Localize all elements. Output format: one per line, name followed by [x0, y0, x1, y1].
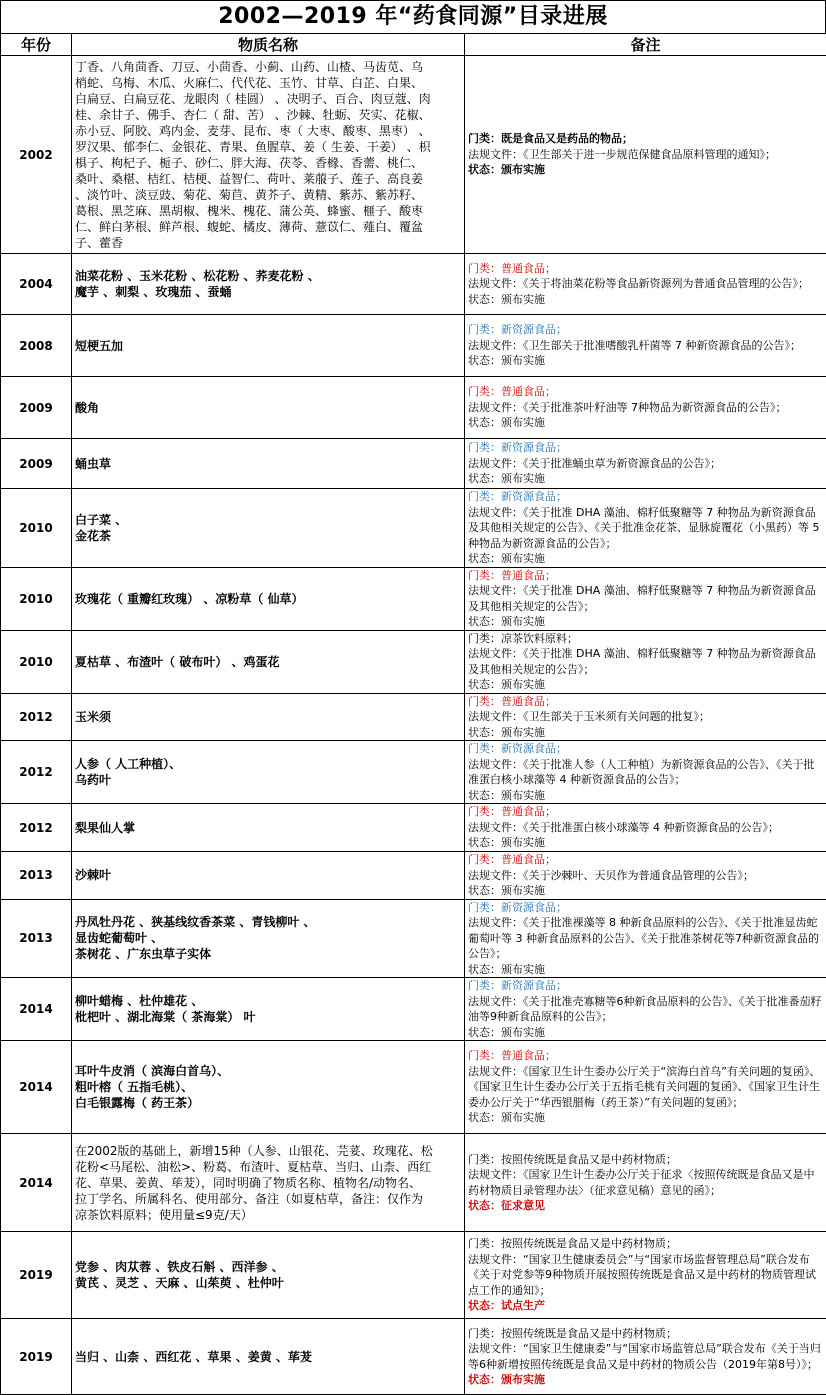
table-body [1, 56, 826, 1395]
category-line: 门类：普通食品； [468, 804, 823, 820]
substance-name-cell [72, 693, 465, 741]
year-cell: 2009 [1, 439, 72, 489]
remark-cell [465, 567, 826, 630]
substance-name-line: 花粉<马尾松、油松>、粉葛、布渣叶、夏枯草、当归、山柰、西红 [75, 1159, 461, 1175]
substance-name-line: 枇杷叶 、湖北海棠（ 茶海棠） 叶 [75, 1009, 461, 1025]
remark-cell [465, 1041, 826, 1134]
table-row [1, 1134, 826, 1232]
year-cell: 2013 [1, 899, 72, 978]
category-line: 门类：普通食品； [468, 852, 823, 868]
regulation-line: 法规文件：《关于批准 DHA 藻油、棉籽低聚糖等 7 种物品为新资源食品及其他相关规定的公告》； [468, 583, 823, 614]
table-row [1, 741, 826, 804]
category-line: 门类：新资源食品； [468, 440, 823, 456]
substance-name-cell [72, 741, 465, 804]
status-line: 状态：颁布实施 [468, 883, 823, 899]
table-row [1, 804, 826, 852]
category-line: 门类：凉茶饮料原料； [468, 631, 823, 647]
category-line: 门类：普通食品； [468, 568, 823, 584]
substance-name-line: 酸角 [75, 400, 461, 416]
regulation-line: 法规文件：《关于批准蛋白核小球藻等 4 种新资源食品的公告》； [468, 820, 823, 836]
year-cell: 2012 [1, 804, 72, 852]
category-line: 门类：普通食品； [468, 694, 823, 710]
category-line: 门类：新资源食品； [468, 322, 823, 338]
substance-name-line: 油菜花粉 、玉米花粉 、松花粉 、荞麦花粉 、 [75, 268, 461, 284]
substance-name-line: 丁香、八角茴香、刀豆、小茴香、小蓟、山药、山楂、马齿苋、乌 [75, 59, 461, 75]
remark-cell [465, 1319, 826, 1395]
substance-name-line: 拉丁学名、所属科名、使用部分、备注（如夏枯草，备注：仅作为 [75, 1191, 461, 1207]
year-cell: 2014 [1, 1134, 72, 1232]
table-row [1, 630, 826, 693]
year-cell: 2010 [1, 567, 72, 630]
table-row [1, 56, 826, 254]
substance-name-line: 桑叶、桑椹、桔红、桔梗、益智仁、荷叶、莱菔子、莲子、高良姜 [75, 171, 461, 187]
substance-name-cell [72, 630, 465, 693]
status-line: 状态：试点生产 [468, 1298, 823, 1314]
regulation-line: 法规文件：《关于将油菜花粉等食品新资源列为普通食品管理的公告》； [468, 276, 823, 292]
substance-name-line: 魔芋 、刺梨 、玫瑰茄 、蚕蛹 [75, 284, 461, 300]
status-line: 状态：颁布实施 [468, 551, 823, 567]
status-line: 状态：颁布实施 [468, 788, 823, 804]
substance-name-line: 仁、鲜白茅根、鲜芦根、蝮蛇、橘皮、薄荷、薏苡仁、薤白、覆盆 [75, 219, 461, 235]
header-year: 年份 [1, 34, 72, 56]
substance-name-line: 黄芪 、灵芝 、天麻 、山茱萸 、杜仲叶 [75, 1275, 461, 1291]
regulation-line: 法规文件：《关于批准壳寡糖等6种新食品原料的公告》、《关于批准番茄籽油等9种新食品原料的公告》； [468, 994, 823, 1025]
status-line: 状态：颁布实施 [468, 353, 823, 369]
substance-name-line: 玫瑰花（ 重瓣红玫瑰） 、凉粉草（ 仙草） [75, 591, 461, 607]
remark-cell [465, 741, 826, 804]
regulation-line: 法规文件：《卫生部关于进一步规范保健食品原料管理的通知》； [468, 147, 823, 163]
category-line: 门类：新资源食品； [468, 741, 823, 757]
substance-name-line: 葛根、黑芝麻、黑胡椒、槐米、槐花、蒲公英、蜂蜜、榧子、酸枣 [75, 203, 461, 219]
substance-name-line: 凉茶饮料原料；使用量≤9克/天） [75, 1207, 461, 1223]
remark-cell [465, 254, 826, 315]
substance-name-cell [72, 899, 465, 978]
remark-cell [465, 1134, 826, 1232]
table-row [1, 567, 826, 630]
substance-name-line: 沙棘叶 [75, 867, 461, 883]
remark-cell [465, 315, 826, 377]
substance-name-cell [72, 1232, 465, 1319]
year-cell: 2010 [1, 489, 72, 568]
table-row [1, 852, 826, 900]
table-row [1, 1232, 826, 1319]
regulation-line: 法规文件：《关于沙棘叶、天贝作为普通食品管理的公告》； [468, 868, 823, 884]
status-line: 状态：颁布实施 [468, 677, 823, 693]
regulation-line: 法规文件：《关于批准 DHA 藻油、棉籽低聚糖等 7 种物品为新资源食品及其他相关规定的公告》、《关于批准金花茶、显脉旋覆花（小黑药）等 5 种物品为新资源食品的公告》； [468, 505, 823, 552]
status-line: 状态：颁布实施 [468, 1372, 823, 1388]
remark-cell [465, 630, 826, 693]
substance-name-line: 粗叶榕（ 五指毛桃）、 [75, 1079, 461, 1095]
table-row [1, 254, 826, 315]
category-line: 门类：新资源食品； [468, 900, 823, 916]
status-line: 状态：颁布实施 [468, 292, 823, 308]
substance-name-cell [72, 804, 465, 852]
regulation-line: 法规文件：《关于批准 DHA 藻油、棉籽低聚糖等 7 种物品为新资源食品及其他相关规定的公告》； [468, 646, 823, 677]
substance-name-line: 茶树花 、广东虫草子实体 [75, 946, 461, 962]
substance-name-cell [72, 1319, 465, 1395]
category-line: 门类：按照传统既是食品又是中药材物质； [468, 1326, 823, 1342]
regulation-line: 法规文件：《关于批准人参（人工种植）为新资源食品的公告》、《关于批准蛋白核小球藻等 4 种新资源食品的公告》； [468, 757, 823, 788]
substance-name-line: 人参（ 人工种植）、 [75, 756, 461, 772]
remark-cell [465, 1232, 826, 1319]
status-line: 状态：颁布实施 [468, 725, 823, 741]
substance-name-line: 当归 、山柰 、西红花 、草果 、姜黄 、荜茇 [75, 1349, 461, 1365]
table-row [1, 1319, 826, 1395]
category-line: 门类：按照传统既是食品又是中药材物质； [468, 1236, 823, 1252]
substance-name-line: 耳叶牛皮消（ 滨海白首乌）、 [75, 1063, 461, 1079]
substance-name-line: 花、草果、姜黄、荜茇），同时明确了物质名称、植物名/动物名、 [75, 1175, 461, 1191]
table-row [1, 377, 826, 439]
status-line: 状态：颁布实施 [468, 1110, 823, 1126]
table-row [1, 439, 826, 489]
year-cell: 2014 [1, 978, 72, 1041]
substance-name-cell [72, 254, 465, 315]
year-cell: 2012 [1, 741, 72, 804]
substance-name-line: 赤小豆、阿胶、鸡内金、麦芽、昆布、枣（ 大枣、酸枣、黑枣） 、 [75, 123, 461, 139]
substance-name-line: 白扁豆、白扁豆花、龙眼肉（ 桂圆） 、决明子、百合、肉豆蔻、肉 [75, 91, 461, 107]
substance-name-line: 在2002版的基础上，新增15种（人参、山银花、芫荽、玫瑰花、松 [75, 1143, 461, 1159]
substance-name-cell [72, 1041, 465, 1134]
year-cell: 2004 [1, 254, 72, 315]
year-cell: 2013 [1, 852, 72, 900]
substance-name-cell [72, 377, 465, 439]
regulation-line: 法规文件：《关于批准茶叶籽油等 7种物品为新资源食品的公告》； [468, 400, 823, 416]
status-line: 状态：颁布实施 [468, 471, 823, 487]
year-cell: 2010 [1, 630, 72, 693]
table-row [1, 899, 826, 978]
substance-name-line: 子、藿香 [75, 235, 461, 251]
category-line: 门类：按照传统既是食品又是中药材物质； [468, 1152, 823, 1168]
remark-cell [465, 489, 826, 568]
substance-name-cell [72, 489, 465, 568]
substance-name-line: 玉米须 [75, 709, 461, 725]
remark-cell [465, 693, 826, 741]
table-row [1, 978, 826, 1041]
substance-name-line: 梢蛇、乌梅、木瓜、火麻仁、代代花、玉竹、甘草、白芷、白果、 [75, 75, 461, 91]
remark-cell [465, 978, 826, 1041]
regulation-line: 法规文件：“国家卫生健康委”与“国家市场监管总局”联合发布《关于当归等6种新增按照传统既是食品又是中药材的物质公告（2019年第8号）》； [468, 1341, 823, 1372]
year-cell: 2019 [1, 1319, 72, 1395]
substance-name-line: 、淡竹叶、淡豆豉、菊花、菊苣、黄芥子、黄精、紫苏、紫苏籽、 [75, 187, 461, 203]
header-note: 备注 [465, 34, 826, 56]
category-line: 门类：既是食品又是药品的物品； [468, 131, 823, 147]
year-cell: 2002 [1, 56, 72, 254]
year-cell: 2009 [1, 377, 72, 439]
table-header-row [1, 34, 826, 56]
substance-name-line: 蛹虫草 [75, 456, 461, 472]
remark-cell [465, 804, 826, 852]
table-row [1, 489, 826, 568]
substance-name-line: 显齿蛇葡萄叶 、 [75, 930, 461, 946]
status-line: 状态：征求意见 [468, 1198, 823, 1214]
substance-name-cell [72, 56, 465, 254]
year-cell: 2008 [1, 315, 72, 377]
substance-name-line: 乌药叶 [75, 772, 461, 788]
year-cell: 2019 [1, 1232, 72, 1319]
substance-name-line: 夏枯草 、布渣叶（ 破布叶） 、鸡蛋花 [75, 654, 461, 670]
status-line: 状态：颁布实施 [468, 835, 823, 851]
regulation-line: 法规文件：《卫生部关于批准嗜酸乳杆菌等 7 种新资源食品的公告》； [468, 338, 823, 354]
status-line: 状态：颁布实施 [468, 415, 823, 431]
status-line: 状态：颁布实施 [468, 962, 823, 978]
regulation-line: 法规文件：“国家卫生健康委员会”与“国家市场监督管理总局”联合发布《关于对党参等9种物质开展按照传统既是食品又是中药材的物质管理试点工作的通知》； [468, 1252, 823, 1299]
remark-cell [465, 439, 826, 489]
category-line: 门类：新资源食品； [468, 978, 823, 994]
regulation-line: 法规文件：《国家卫生计生委办公厅关于“滨海白首乌”有关问题的复函》、《国家卫生计生委办公厅关于五指毛桃有关问题的复函》、《国家卫生计生委办公厅关于“华西银腊梅（药王茶）”有关问题的复函》； [468, 1064, 823, 1111]
catalog-table [0, 33, 826, 1395]
substance-name-line: 短梗五加 [75, 338, 461, 354]
substance-name-line: 罗汉果、郁李仁、金银花、青果、鱼腥草、姜（ 生姜、干姜） 、枳 [75, 139, 461, 155]
substance-name-cell [72, 978, 465, 1041]
substance-name-line: 白毛银露梅（ 药王茶） [75, 1095, 461, 1111]
remark-cell [465, 377, 826, 439]
substance-name-line: 丹凤牡丹花 、狭基线纹香茶菜 、青钱柳叶 、 [75, 914, 461, 930]
substance-name-line: 柳叶蜡梅 、杜仲雄花 、 [75, 993, 461, 1009]
substance-name-line: 金花茶 [75, 528, 461, 544]
regulation-line: 法规文件：《关于批准蛹虫草为新资源食品的公告》； [468, 456, 823, 472]
remark-cell [465, 899, 826, 978]
substance-name-line: 桂、余甘子、佛手、杏仁（ 甜、苦） 、沙棘、牡蛎、芡实、花椒、 [75, 107, 461, 123]
regulation-line: 法规文件：《卫生部关于玉米须有关问题的批复》； [468, 709, 823, 725]
substance-name-line: 椇子、枸杞子、栀子、砂仁、胖大海、茯苓、香橼、香薷、桃仁、 [75, 155, 461, 171]
substance-name-line: 梨果仙人掌 [75, 820, 461, 836]
substance-name-cell [72, 567, 465, 630]
category-line: 门类：普通食品； [468, 1048, 823, 1064]
document-title: 2002—2019 年“药食同源”目录进展 [0, 0, 826, 34]
year-cell: 2014 [1, 1041, 72, 1134]
remark-cell [465, 56, 826, 254]
header-name: 物质名称 [72, 34, 465, 56]
category-line: 门类：普通食品； [468, 384, 823, 400]
substance-name-cell [72, 439, 465, 489]
regulation-line: 法规文件：《国家卫生计生委办公厅关于征求〈按照传统既是食品又是中药材物质目录管理办法〉（征求意见稿）意见的函》； [468, 1167, 823, 1198]
table-row [1, 315, 826, 377]
table-row [1, 1041, 826, 1134]
substance-name-cell [72, 1134, 465, 1232]
substance-name-cell [72, 315, 465, 377]
year-cell: 2012 [1, 693, 72, 741]
table-row [1, 693, 826, 741]
substance-name-line: 党参 、肉苁蓉 、铁皮石斛 、西洋参 、 [75, 1259, 461, 1275]
category-line: 门类：普通食品； [468, 261, 823, 277]
status-line: 状态：颁布实施 [468, 1025, 823, 1041]
category-line: 门类：新资源食品； [468, 489, 823, 505]
substance-name-cell [72, 852, 465, 900]
regulation-line: 法规文件：《关于批准裸藻等 8 种新食品原料的公告》、《关于批准显齿蛇葡萄叶等 3 种新食品原料的公告》、《关于批准茶树花等7种新资源食品的公告》； [468, 915, 823, 962]
substance-name-line: 白子菜 、 [75, 512, 461, 528]
status-line: 状态：颁布实施 [468, 614, 823, 630]
status-line: 状态：颁布实施 [468, 162, 823, 178]
remark-cell [465, 852, 826, 900]
